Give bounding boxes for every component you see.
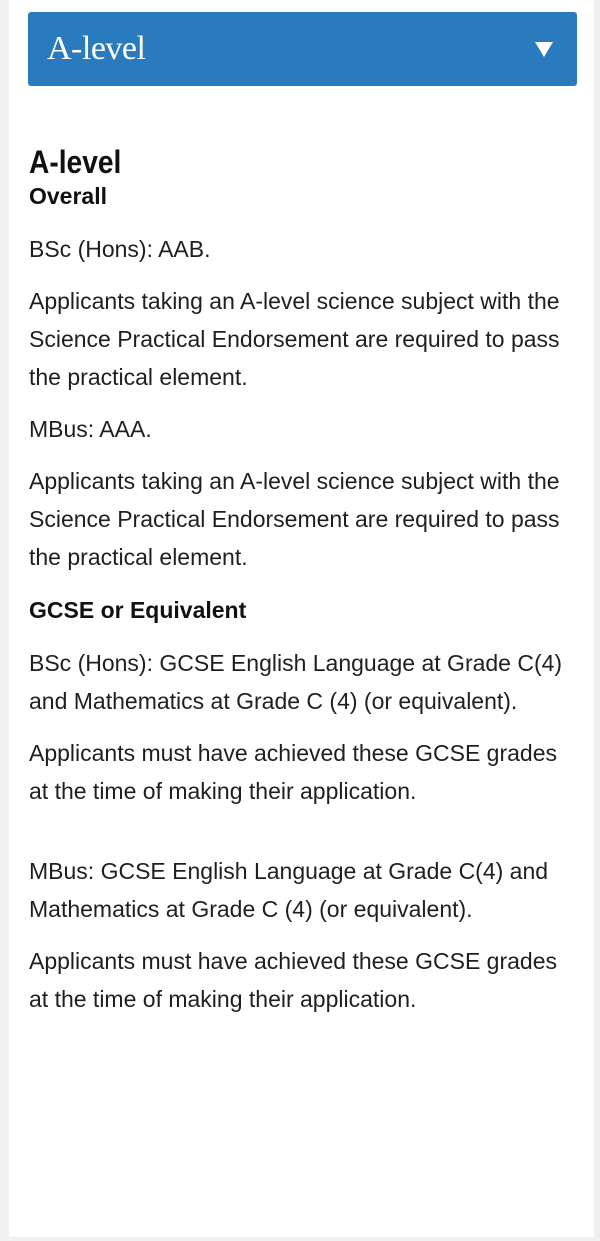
gcse-bsc-requirement: BSc (Hons): GCSE English Language at Grade C(4) and Mathematics at Grade C (4) (or equivalent). bbox=[29, 650, 563, 714]
caret-down-icon[interactable] bbox=[535, 42, 553, 57]
dropdown-selected-label: A-level bbox=[47, 30, 146, 67]
gcse-note-2: Applicants must have achieved these GCSE grades at the time of making their application. bbox=[29, 948, 558, 1012]
entry-requirements-content bbox=[29, 142, 574, 1018]
overall-heading: Overall bbox=[29, 183, 107, 209]
gcse-mbus-requirement: MBus: GCSE English Language at Grade C(4) and Mathematics at Grade C (4) (or equivalent). bbox=[29, 858, 549, 922]
practical-note-2: Applicants taking an A-level science subject with the Science Practical Endorsement are required to pass the practical element. bbox=[29, 468, 560, 570]
practical-note-1: Applicants taking an A-level science subject with the Science Practical Endorsement are required to pass the practical element. bbox=[29, 288, 560, 390]
gcse-heading: GCSE or Equivalent bbox=[29, 597, 247, 623]
bsc-requirement: BSc (Hons): AAB. bbox=[29, 236, 211, 262]
qualification-dropdown[interactable] bbox=[28, 12, 577, 86]
section-title: A-level bbox=[29, 144, 122, 180]
mbus-requirement: MBus: AAA. bbox=[29, 416, 152, 442]
gcse-note-1: Applicants must have achieved these GCSE grades at the time of making their application. bbox=[29, 740, 558, 804]
